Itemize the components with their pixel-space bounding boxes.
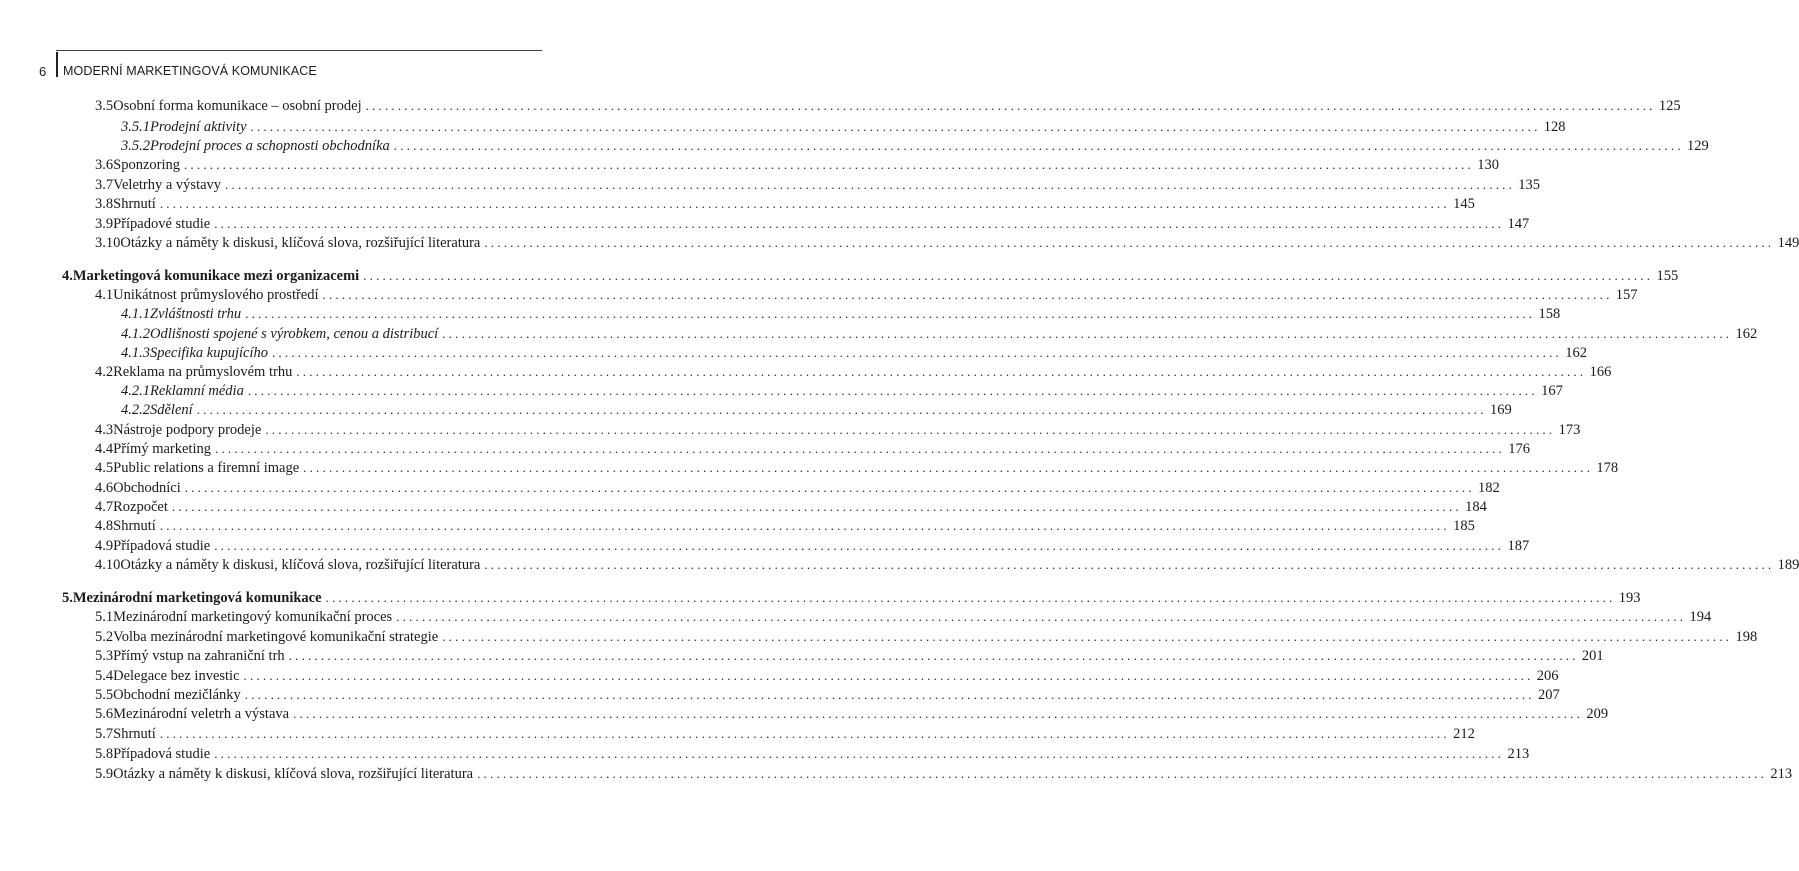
dot-leader: ........................................................................................................................................................................................................ <box>159 518 1450 533</box>
toc-section-entry <box>95 646 1604 666</box>
toc-section-entry <box>95 420 1581 440</box>
toc-entry-page: 125 <box>1658 98 1681 114</box>
toc-entry-page: 173 <box>1558 422 1581 438</box>
dot-leader: ........................................................................................................................................................................................................ <box>244 687 1535 702</box>
toc-entry-title: Mezinárodní marketingová komunikace <box>72 590 322 606</box>
dot-leader: ........................................................................................................................................................................................................ <box>225 177 1516 192</box>
toc-entry-title: Specifika kupujícího <box>150 345 268 361</box>
toc-section-entry <box>95 627 1758 647</box>
toc-entry-number: 4.3 <box>95 422 114 438</box>
toc-entry-page: 145 <box>1453 196 1475 212</box>
toc-entry-title: Otázky a náměty k diskusi, klíčová slova, rozšiřující literatura <box>120 557 481 573</box>
toc-section-entry <box>95 233 1799 253</box>
toc-subsection-entry <box>121 324 1758 344</box>
toc-entry-number: 5.9 <box>95 766 114 782</box>
toc-entry-page: 169 <box>1489 402 1512 418</box>
dot-leader: ........................................................................................................................................................................................................ <box>196 402 1487 417</box>
toc-section-entry <box>95 214 1530 234</box>
toc-entry-page: 209 <box>1586 706 1609 722</box>
toc-entry-page: 155 <box>1656 268 1679 284</box>
toc-subsection-entry <box>121 343 1587 363</box>
toc-entry-title: Shrnutí <box>113 726 156 742</box>
dot-leader: ........................................................................................................................................................................................................ <box>247 383 1538 398</box>
toc-entry-number: 4.4 <box>95 441 114 457</box>
toc-entry-title: Případové studie <box>113 216 211 232</box>
toc-entry-number: 4.9 <box>95 538 114 554</box>
toc-subsection-entry <box>121 304 1561 324</box>
toc-entry-page: 184 <box>1465 499 1487 515</box>
toc-section-entry <box>95 536 1530 556</box>
toc-entry-title: Prodejní proces a schopnosti obchodníka <box>150 138 390 154</box>
toc-subsection-entry <box>121 117 1566 137</box>
dot-leader: ........................................................................................................................................................................................................ <box>214 746 1505 761</box>
toc-entry-number: 3.10 <box>95 235 121 251</box>
toc-entry-page: 201 <box>1581 648 1604 664</box>
dot-leader: ........................................................................................................................................................................................................ <box>396 609 1687 624</box>
dot-leader: ........................................................................................................................................................................................................ <box>293 706 1584 721</box>
toc-entry-page: 162 <box>1565 345 1587 361</box>
dot-leader: ........................................................................................................................................................................................................ <box>250 119 1541 134</box>
toc-entry-title: Rozpočet <box>113 499 168 515</box>
toc-entry-number: 5.8 <box>95 746 114 762</box>
toc-section-entry <box>95 285 1638 305</box>
toc-section-entry <box>95 744 1530 764</box>
dot-leader: ........................................................................................................................................................................................................ <box>245 306 1536 321</box>
toc-entry-number: 4.2.1 <box>121 383 150 399</box>
dot-leader: ........................................................................................................................................................................................................ <box>184 480 1475 495</box>
toc-entry-title: Sponzoring <box>113 157 180 173</box>
toc-entry-number: 3.8 <box>95 196 114 212</box>
header-rule-vertical <box>56 52 58 77</box>
dot-leader: ........................................................................................................................................................................................................ <box>325 590 1616 605</box>
toc-entry-number: 4.6 <box>95 480 114 496</box>
running-header <box>0 0 600 90</box>
toc-entry-page: 147 <box>1507 216 1530 232</box>
toc-entry-title: Mezinárodní marketingový komunikační proces <box>113 609 393 625</box>
toc-entry-page: 182 <box>1478 480 1500 496</box>
toc-entry-title: Případová studie <box>113 538 211 554</box>
toc-entry-number: 3.6 <box>95 157 114 173</box>
toc-section-entry <box>95 607 1712 627</box>
toc-entry-title: Nástroje podpory prodeje <box>113 422 262 438</box>
dot-leader: ........................................................................................................................................................................................................ <box>171 499 1462 514</box>
toc-entry-number: 3.9 <box>95 216 114 232</box>
dot-leader: ........................................................................................................................................................................................................ <box>303 460 1594 475</box>
toc-entry-page: 198 <box>1735 629 1758 645</box>
dot-leader: ........................................................................................................................................................................................................ <box>296 364 1587 379</box>
toc-entry-page: 206 <box>1536 668 1559 684</box>
dot-leader: ........................................................................................................................................................................................................ <box>159 196 1450 211</box>
dot-leader: ........................................................................................................................................................................................................ <box>214 216 1505 231</box>
toc-entry-page: 162 <box>1735 326 1758 342</box>
toc-entry-title: Reklama na průmyslovém trhu <box>113 364 293 380</box>
toc-entry-number: 3.5.1 <box>121 119 150 135</box>
toc-entry-page: 185 <box>1453 518 1475 534</box>
toc-section-entry <box>95 155 1499 175</box>
toc-entry-title: Shrnutí <box>113 196 156 212</box>
toc-entry-page: 128 <box>1543 119 1566 135</box>
toc-entry-page: 187 <box>1507 538 1530 554</box>
toc-entry-number: 4.8 <box>95 518 114 534</box>
toc-entry-page: 189 <box>1777 557 1799 573</box>
toc-section-entry <box>95 175 1541 195</box>
toc-entry-number: 4.1.2 <box>121 326 150 342</box>
toc-chapter-entry <box>62 266 1679 286</box>
toc-entry-title: Prodejní aktivity <box>150 119 247 135</box>
dot-leader: ........................................................................................................................................................................................................ <box>484 557 1775 572</box>
toc-entry-number: 3.5 <box>95 98 114 114</box>
toc-entry-number: 4.7 <box>95 499 114 515</box>
toc-entry-page: 213 <box>1770 766 1793 782</box>
dot-leader: ........................................................................................................................................................................................................ <box>215 441 1505 456</box>
toc-entry-number: 4.5 <box>95 460 114 476</box>
toc-chapter-entry <box>62 588 1641 608</box>
dot-leader: ........................................................................................................................................................................................................ <box>183 157 1474 172</box>
toc-section-entry <box>95 704 1609 724</box>
toc-entry-title: Veletrhy a výstavy <box>113 177 222 193</box>
toc-entry-title: Obchodníci <box>113 480 181 496</box>
toc-section-entry <box>95 516 1475 536</box>
toc-entry-title: Zvláštnosti trhu <box>150 306 242 322</box>
page-number: 6 <box>39 64 47 79</box>
toc-entry-number: 5.5 <box>95 687 114 703</box>
toc-entry-title: Marketingová komunikace mezi organizacemi <box>72 268 360 284</box>
toc-entry-title: Případová studie <box>113 746 211 762</box>
toc-entry-title: Delegace bez investic <box>113 668 240 684</box>
toc-entry-number: 4.1.3 <box>121 345 150 361</box>
toc-subsection-entry <box>121 381 1563 401</box>
dot-leader: ........................................................................................................................................................................................................ <box>393 138 1684 153</box>
toc-entry-number: 4.1 <box>95 287 114 303</box>
toc-entry-page: 149 <box>1777 235 1799 251</box>
toc-entry-title: Osobní forma komunikace – osobní prodej <box>113 98 362 114</box>
toc-entry-page: 213 <box>1507 746 1530 762</box>
toc-section-entry <box>95 764 1793 784</box>
toc-entry-page: 178 <box>1596 460 1619 476</box>
dot-leader: ........................................................................................................................................................................................................ <box>442 629 1733 644</box>
toc-entry-title: Odlišnosti spojené s výrobkem, cenou a distribucí <box>150 326 439 342</box>
toc-section-entry <box>95 478 1500 498</box>
dot-leader: ........................................................................................................................................................................................................ <box>322 287 1613 302</box>
toc-entry-page: 135 <box>1518 177 1541 193</box>
toc-entry-page: 167 <box>1541 383 1563 399</box>
toc-entry-title: Otázky a náměty k diskusi, klíčová slova, rozšiřující literatura <box>113 766 474 782</box>
toc-entry-number: 4.2 <box>95 364 114 380</box>
dot-leader: ........................................................................................................................................................................................................ <box>159 726 1450 741</box>
toc-section-entry <box>95 555 1799 575</box>
toc-entry-page: 130 <box>1477 157 1499 173</box>
toc-section-entry <box>95 458 1619 478</box>
dot-leader: ........................................................................................................................................................................................................ <box>265 422 1556 437</box>
toc-entry-title: Obchodní mezičlánky <box>113 687 241 703</box>
toc-entry-number: 4.2.2 <box>121 402 150 418</box>
toc-entry-page: 212 <box>1453 726 1475 742</box>
toc-section-entry <box>95 666 1559 686</box>
dot-leader: ........................................................................................................................................................................................................ <box>288 648 1579 663</box>
toc-entry-number: 4. <box>62 268 73 284</box>
toc-entry-number: 5.7 <box>95 726 114 742</box>
dot-leader: ........................................................................................................................................................................................................ <box>442 326 1733 341</box>
toc-section-entry <box>95 362 1612 382</box>
toc-entry-title: Přímý vstup na zahraniční trh <box>113 648 285 664</box>
toc-entry-page: 166 <box>1589 364 1612 380</box>
toc-subsection-entry <box>121 136 1709 156</box>
dot-leader: ........................................................................................................................................................................................................ <box>365 98 1656 113</box>
toc-entry-title: Volba mezinárodní marketingové komunikační strategie <box>113 629 439 645</box>
toc-entry-number: 3.7 <box>95 177 114 193</box>
toc-entry-number: 5.6 <box>95 706 114 722</box>
toc-entry-number: 5.4 <box>95 668 114 684</box>
toc-entry-number: 5.2 <box>95 629 114 645</box>
toc-entry-page: 129 <box>1687 138 1709 154</box>
toc-entry-number: 4.10 <box>95 557 121 573</box>
toc-entry-page: 176 <box>1508 441 1530 457</box>
dot-leader: ........................................................................................................................................................................................................ <box>484 235 1775 250</box>
toc-entry-number: 5.1 <box>95 609 114 625</box>
toc-entry-page: 157 <box>1615 287 1638 303</box>
dot-leader: ........................................................................................................................................................................................................ <box>271 345 1562 360</box>
toc-entry-number: 4.1.1 <box>121 306 150 322</box>
toc-section-entry <box>95 685 1560 705</box>
dot-leader: ........................................................................................................................................................................................................ <box>363 268 1654 283</box>
toc-entry-number: 3.5.2 <box>121 138 150 154</box>
toc-entry-number: 5. <box>62 590 73 606</box>
toc-entry-page: 207 <box>1538 687 1560 703</box>
toc-section-entry <box>95 96 1681 116</box>
toc-entry-title: Shrnutí <box>113 518 156 534</box>
toc-entry-title: Public relations a firemní image <box>113 460 300 476</box>
dot-leader: ........................................................................................................................................................................................................ <box>214 538 1505 553</box>
toc-entry-title: Mezinárodní veletrh a výstava <box>113 706 290 722</box>
toc-section-entry <box>95 194 1475 214</box>
toc-entry-page: 158 <box>1538 306 1561 322</box>
toc-section-entry <box>95 439 1530 459</box>
toc-subsection-entry <box>121 400 1512 420</box>
toc-entry-page: 193 <box>1618 590 1641 606</box>
toc-entry-number: 5.3 <box>95 648 114 664</box>
header-rule-horizontal <box>56 50 542 51</box>
toc-entry-title: Unikátnost průmyslového prostředí <box>113 287 319 303</box>
toc-entry-page: 194 <box>1689 609 1712 625</box>
toc-section-entry <box>95 497 1487 517</box>
toc-entry-title: Reklamní média <box>150 383 244 399</box>
toc-entry-title: Otázky a náměty k diskusi, klíčová slova, rozšiřující literatura <box>120 235 481 251</box>
toc-entry-title: Sdělení <box>150 402 193 418</box>
running-title: MODERNÍ MARKETINGOVÁ KOMUNIKACE <box>63 64 317 78</box>
toc-section-entry <box>95 724 1475 744</box>
toc-entry-title: Přímý marketing <box>113 441 211 457</box>
dot-leader: ........................................................................................................................................................................................................ <box>477 766 1768 781</box>
dot-leader: ........................................................................................................................................................................................................ <box>243 668 1534 683</box>
